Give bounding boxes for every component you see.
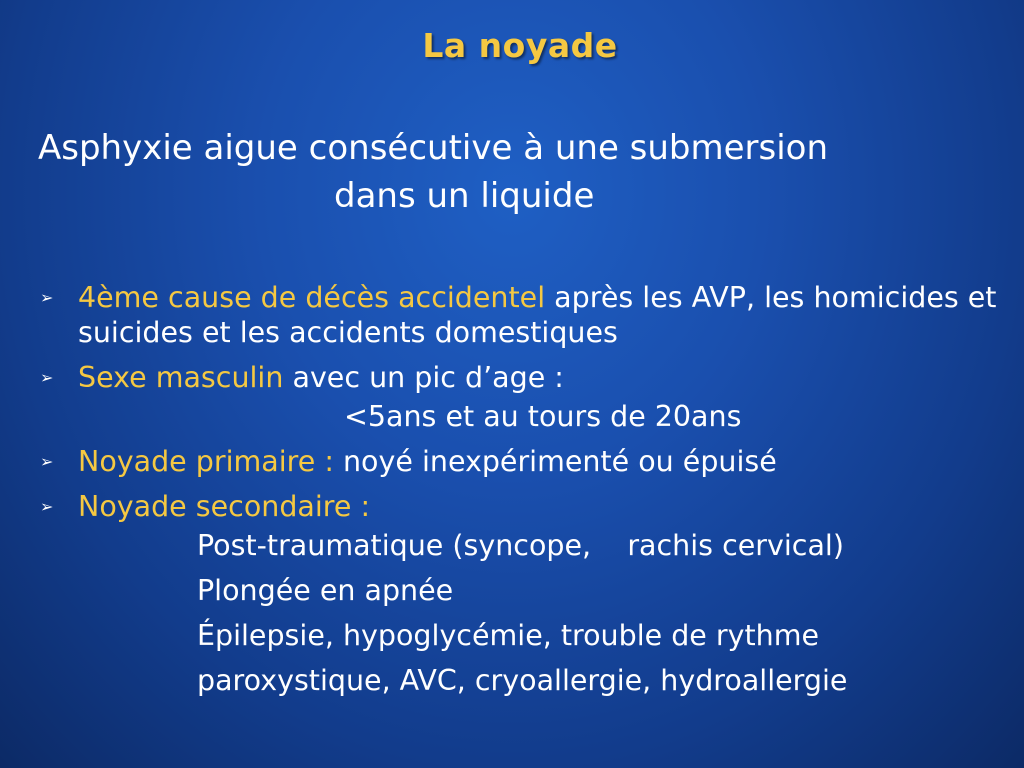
definition-text — [38, 124, 998, 220]
secondary-cause: Post-traumatique (syncope, rachis cervical) — [197, 529, 844, 562]
bullet-item-secondary — [40, 489, 1000, 524]
bullet-item-sex — [40, 360, 1000, 395]
slide-title: La noyade — [422, 26, 618, 65]
bullet-item-primary — [40, 444, 1000, 479]
bullet-list — [40, 280, 1000, 708]
age-detail: <5ans et au tours de 20ans — [344, 400, 742, 433]
bullet-text: après les AVP, les homicides et suicides et les accidents domestiques — [78, 281, 997, 349]
bullet-text: noyé inexpérimenté ou épuisé — [333, 445, 777, 478]
bullet-highlight: 4ème cause de décès accidentel — [78, 281, 546, 314]
secondary-cause: Épilepsie, hypoglycémie, trouble de rythme — [197, 619, 820, 652]
definition-line-2: dans un liquide — [334, 176, 595, 216]
secondary-cause: Plongée en apnée — [197, 574, 454, 607]
definition-line-1: Asphyxie aigue consécutive à une submersion — [38, 128, 829, 168]
bullet-item-cause — [40, 280, 1000, 350]
bullet-text: avec un pic d’age : — [283, 361, 564, 394]
bullet-highlight: Noyade secondaire : — [78, 490, 371, 523]
arrow-bullet-icon: ➢ — [40, 288, 54, 307]
arrow-bullet-icon: ➢ — [40, 368, 54, 387]
bullet-highlight: Sexe masculin — [78, 361, 284, 394]
arrow-bullet-icon: ➢ — [40, 497, 54, 516]
secondary-cause: paroxystique, AVC, cryoallergie, hydroallergie — [197, 664, 848, 697]
bullet-highlight: Noyade primaire : — [78, 445, 334, 478]
arrow-bullet-icon: ➢ — [40, 452, 54, 471]
